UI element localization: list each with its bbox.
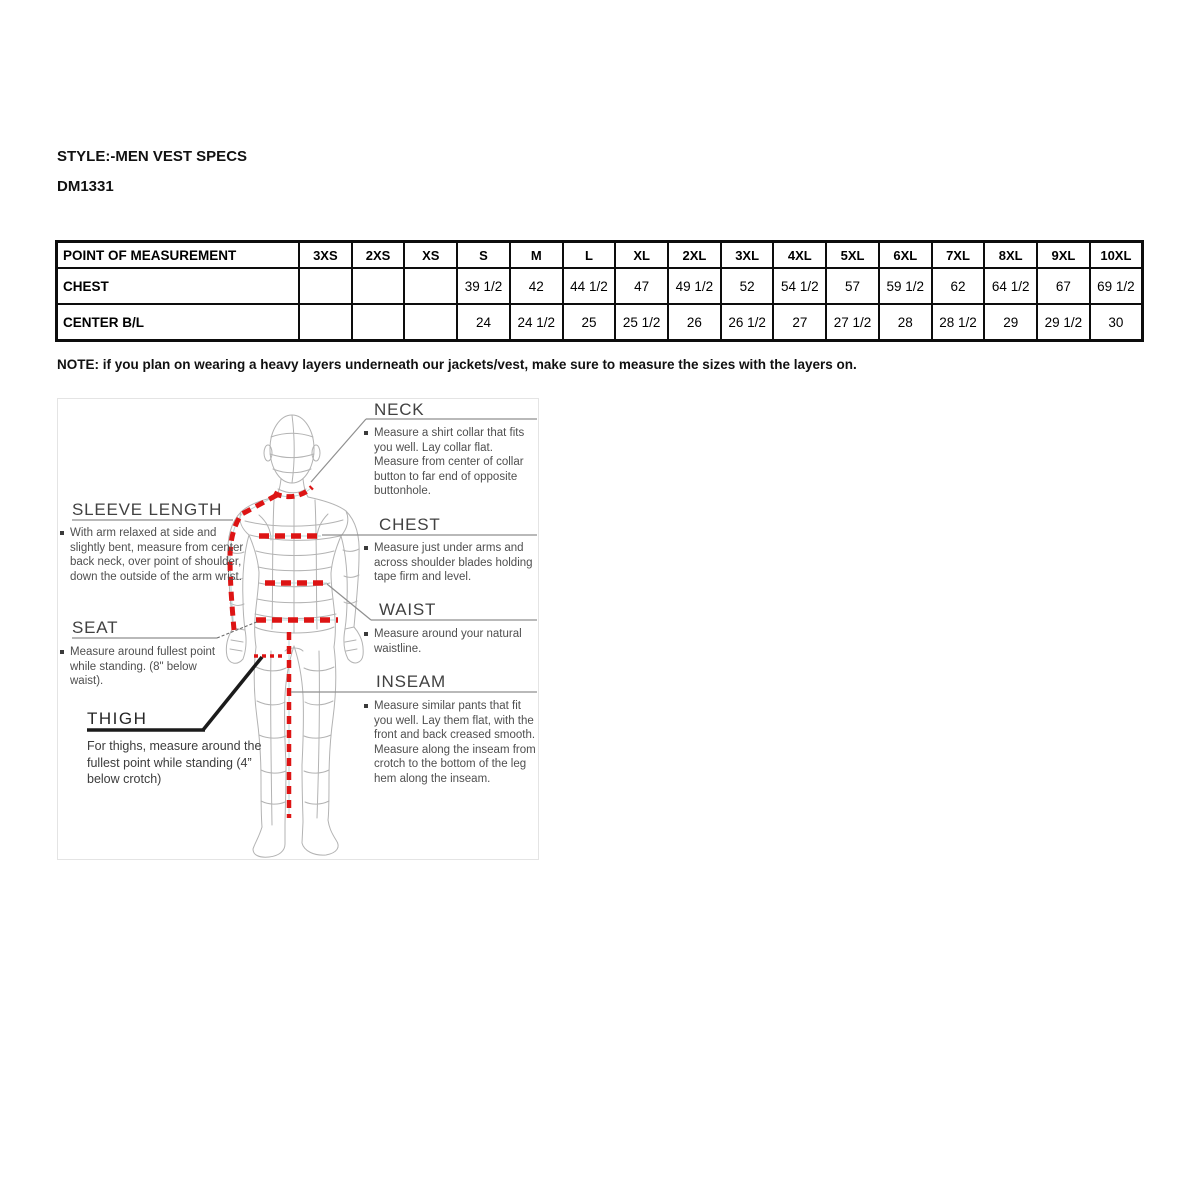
column-header-point-of-measurement: POINT OF MEASUREMENT [57,242,300,269]
column-header-size: 2XS [352,242,405,269]
neck-description-text: Measure a shirt collar that fits you well. Lay collar flat. Measure from center of collar button to far end of opposite buttonhole. [374,427,525,497]
size-value-cell: 59 1/2 [879,268,932,304]
size-value-cell: 26 1/2 [721,304,774,341]
table-row [57,304,1143,341]
column-header-size: S [457,242,510,269]
neck-label: NECK [374,400,425,419]
size-value-cell: 27 [773,304,826,341]
size-value-cell: 67 [1037,268,1090,304]
sleeve-length-label: SLEEVE LENGTH [72,500,223,519]
row-label: CENTER B/L [57,304,300,341]
inseam-description [364,699,540,786]
column-header-size: M [510,242,563,269]
seat-label: SEAT [72,618,119,637]
bullet-marker [60,650,64,654]
measurement-guide-diagram [57,398,539,860]
thigh-description-text: For thighs, measure around the fullest point while standing (4” below crotch) [87,739,262,786]
mannequin-wireframe [226,415,363,857]
size-value-cell [352,304,405,341]
size-value-cell [352,268,405,304]
seat-description-text: Measure around fullest point while standing. (8" below waist). [70,646,216,687]
size-value-cell: 39 1/2 [457,268,510,304]
neck-description [364,426,536,499]
table-row [57,268,1143,304]
size-value-cell: 62 [932,268,985,304]
sizing-table [55,240,1144,342]
size-value-cell: 29 1/2 [1037,304,1090,341]
chest-description [364,541,536,585]
size-value-cell: 69 1/2 [1090,268,1143,304]
size-value-cell [299,268,352,304]
sleeve-length-description-text: With arm relaxed at side and slightly bent, measure from center back neck, over point of shoulder, down the outside of the arm wrist. [70,527,244,583]
size-value-cell: 24 [457,304,510,341]
size-value-cell [404,268,457,304]
size-value-cell: 30 [1090,304,1143,341]
bullet-marker [364,431,368,435]
waist-label: WAIST [379,600,437,619]
size-value-cell: 28 1/2 [932,304,985,341]
bullet-marker [364,704,368,708]
column-header-size: 10XL [1090,242,1143,269]
size-value-cell: 26 [668,304,721,341]
waist-description-text: Measure around your natural waistline. [374,628,522,655]
size-value-cell [299,304,352,341]
column-header-size: 4XL [773,242,826,269]
size-value-cell [404,304,457,341]
style-code: DM1331 [57,178,114,195]
seat-leader-line [217,621,259,638]
sleeve-length-description [60,526,245,584]
note-text: NOTE: if you plan on wearing a heavy layers underneath our jackets/vest, make sure to measure the sizes with the layers on. [57,357,857,372]
chest-label: CHEST [379,515,441,534]
size-value-cell: 42 [510,268,563,304]
size-value-cell: 29 [984,304,1037,341]
column-header-size: 2XL [668,242,721,269]
inseam-description-text: Measure similar pants that fit you well. Lay them flat, with the front and back creased smooth. Measure along the inseam from crotch to the bottom of the leg hem along the inseam. [374,700,536,785]
bullet-marker [364,632,368,636]
size-value-cell: 28 [879,304,932,341]
size-value-cell: 27 1/2 [826,304,879,341]
size-value-cell: 54 1/2 [773,268,826,304]
page-title: STYLE:-MEN VEST SPECS [57,148,248,165]
size-value-cell: 64 1/2 [984,268,1037,304]
size-value-cell: 52 [721,268,774,304]
column-header-size: 8XL [984,242,1037,269]
column-header-size: 5XL [826,242,879,269]
size-value-cell: 25 [563,304,616,341]
neck-leader-line [311,419,366,482]
size-value-cell: 49 1/2 [668,268,721,304]
column-header-size: 7XL [932,242,985,269]
size-value-cell: 47 [615,268,668,304]
bullet-marker [60,531,64,535]
column-header-size: L [563,242,616,269]
size-value-cell: 24 1/2 [510,304,563,341]
size-value-cell: 57 [826,268,879,304]
thigh-description [87,738,267,788]
inseam-label: INSEAM [376,672,446,691]
column-header-size: XS [404,242,457,269]
waist-description [364,627,536,656]
size-value-cell: 44 1/2 [563,268,616,304]
column-header-size: 3XL [721,242,774,269]
column-header-size: XL [615,242,668,269]
bullet-marker [364,546,368,550]
seat-description [60,645,225,689]
row-label: CHEST [57,268,300,304]
column-header-size: 6XL [879,242,932,269]
thigh-label: THIGH [87,709,148,728]
chest-description-text: Measure just under arms and across shoulder blades holding tape firm and level. [374,542,533,583]
title-block [57,148,247,195]
column-header-size: 3XS [299,242,352,269]
column-header-size: 9XL [1037,242,1090,269]
size-value-cell: 25 1/2 [615,304,668,341]
